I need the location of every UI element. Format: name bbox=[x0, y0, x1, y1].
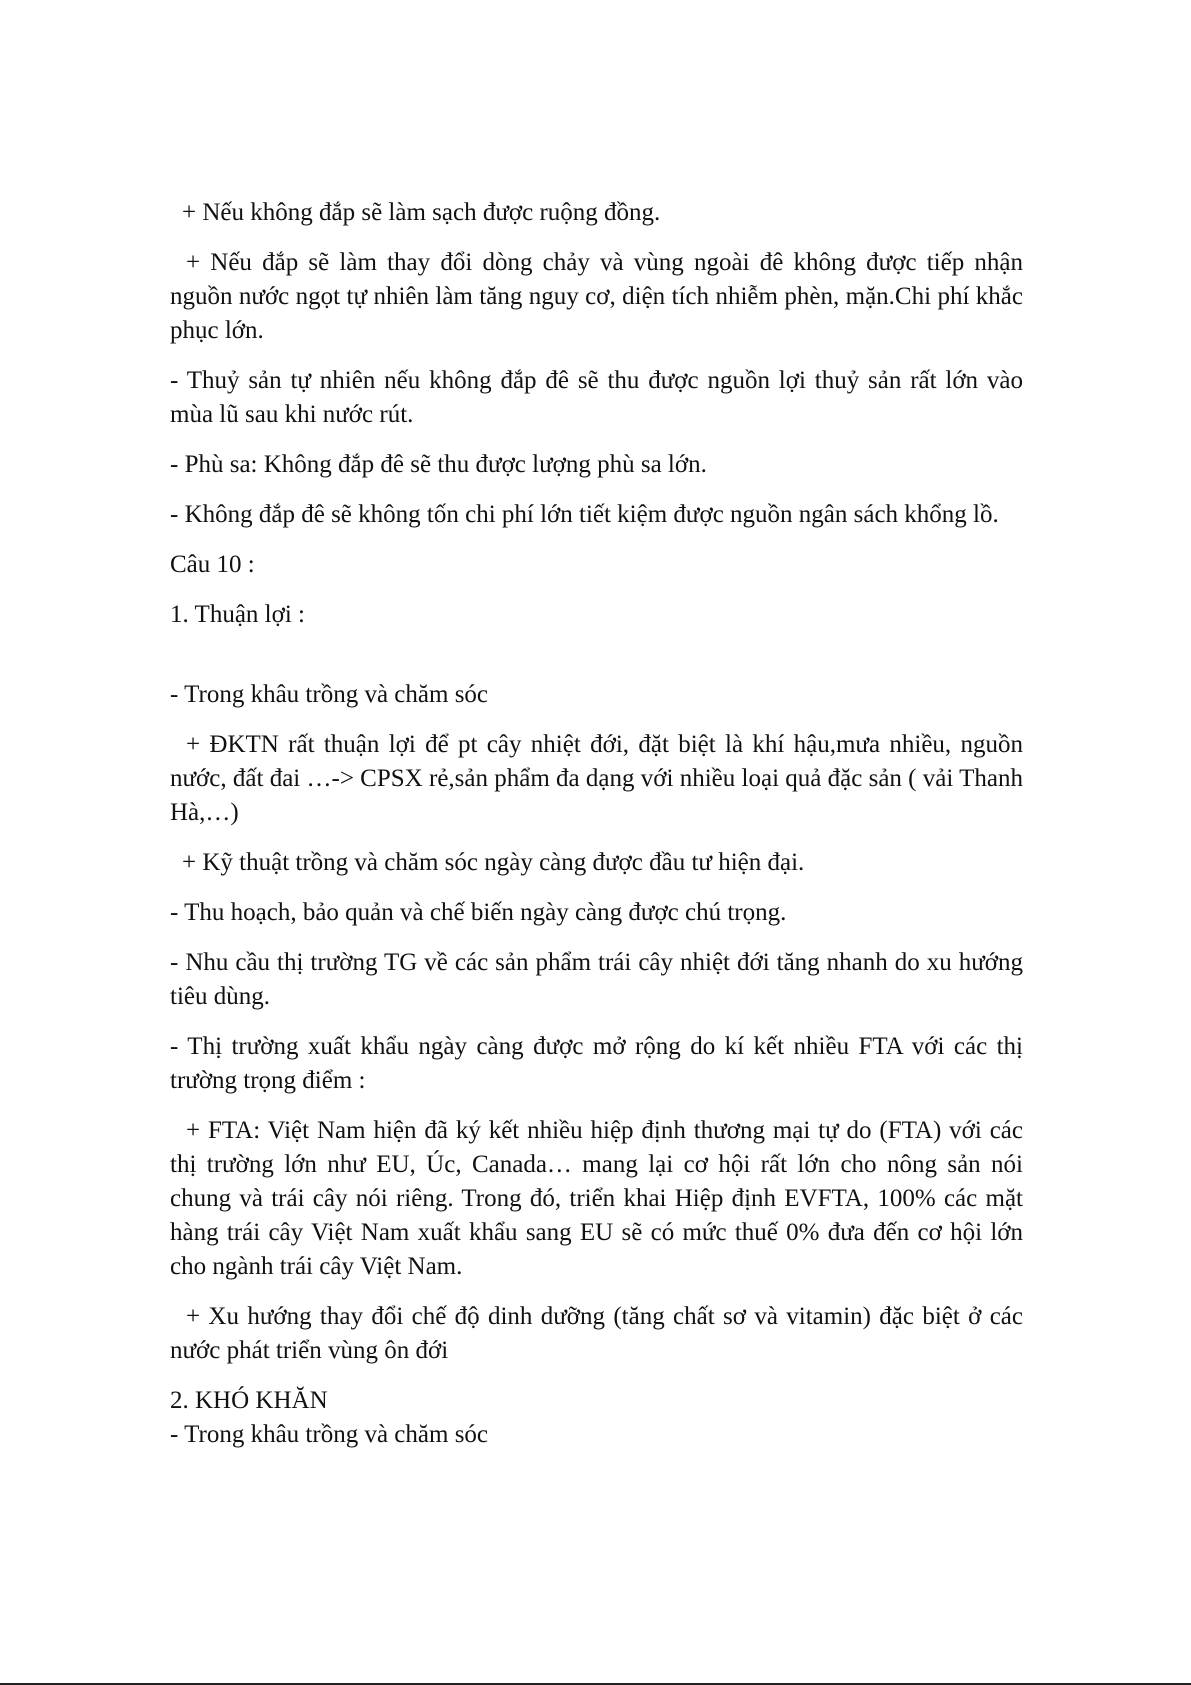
paragraph-no-dike-clean-fields: + Nếu không đắp sẽ làm sạch được ruộng đồng. bbox=[182, 199, 661, 226]
paragraph-natural-fisheries: - Thuỷ sản tự nhiên nếu không đắp đê sẽ thu được nguồn lợi thuỷ sản rất lớn vào mùa lũ sau khi nước rút. bbox=[170, 367, 1023, 428]
paragraph-nutrition-trend: + Xu hướng thay đổi chế độ dinh dưỡng (tăng chất sơ và vitamin) đặc biệt ở các nước phát triển vùng ôn đới bbox=[170, 1303, 1023, 1364]
paragraph-techniques: + Kỹ thuật trồng và chăm sóc ngày càng được đầu tư hiện đại. bbox=[182, 849, 805, 876]
paragraph-natural-conditions: + ĐKTN rất thuận lợi để pt cây nhiệt đới, đặt biệt là khí hậu,mưa nhiều, nguồn nước, đất đai …-> CPSX rẻ,sản phẩm đa dạng với nhiều loại quả đặc sản ( vải Thanh Hà,…) bbox=[170, 731, 1023, 826]
paragraph-fta: + FTA: Việt Nam hiện đã ký kết nhiều hiệp định thương mại tự do (FTA) với các thị trường lớn như EU, Úc, Canada… mang lại cơ hội rất lớn cho nông sản nói chung và trái cây nói riêng. Trong đó, triển khai Hiệp định EVFTA, 100% các mặt hàng trái cây Việt Nam xuất khẩu sang EU sẽ có mức thuế 0% đưa đến cơ hội lớn cho ngành trái cây Việt Nam. bbox=[170, 1117, 1023, 1280]
paragraph-harvest-processing: - Thu hoạch, bảo quản và chế biến ngày càng được chú trọng. bbox=[170, 899, 787, 926]
paragraph-planting-care-2: - Trong khâu trồng và chăm sóc bbox=[170, 1421, 489, 1448]
section-difficulties-heading: 2. KHÓ KHĂN bbox=[170, 1387, 328, 1414]
paragraph-planting-care: - Trong khâu trồng và chăm sóc bbox=[170, 681, 489, 708]
document-body bbox=[170, 196, 1023, 1468]
section-advantages-heading: 1. Thuận lợi : bbox=[170, 601, 305, 628]
paragraph-budget-savings: - Không đắp đê sẽ không tốn chi phí lớn tiết kiệm được nguồn ngân sách khổng lồ. bbox=[170, 501, 999, 528]
paragraph-dike-changes-flow: + Nếu đắp sẽ làm thay đổi dòng chảy và vùng ngoài đê không được tiếp nhận nguồn nước ngọt tự nhiên làm tăng nguy cơ, diện tích nhiễm phèn, mặn.Chi phí khắc phục lớn. bbox=[170, 249, 1023, 344]
paragraph-market-demand: - Nhu cầu thị trường TG về các sản phẩm trái cây nhiệt đới tăng nhanh do xu hướng tiêu dùng. bbox=[170, 949, 1023, 1010]
question-10-heading: Câu 10 : bbox=[170, 551, 255, 578]
paragraph-export-markets: - Thị trường xuất khẩu ngày càng được mở rộng do kí kết nhiều FTA với các thị trường trọng điểm : bbox=[170, 1033, 1023, 1094]
paragraph-alluvium: - Phù sa: Không đắp đê sẽ thu được lượng phù sa lớn. bbox=[170, 451, 707, 478]
